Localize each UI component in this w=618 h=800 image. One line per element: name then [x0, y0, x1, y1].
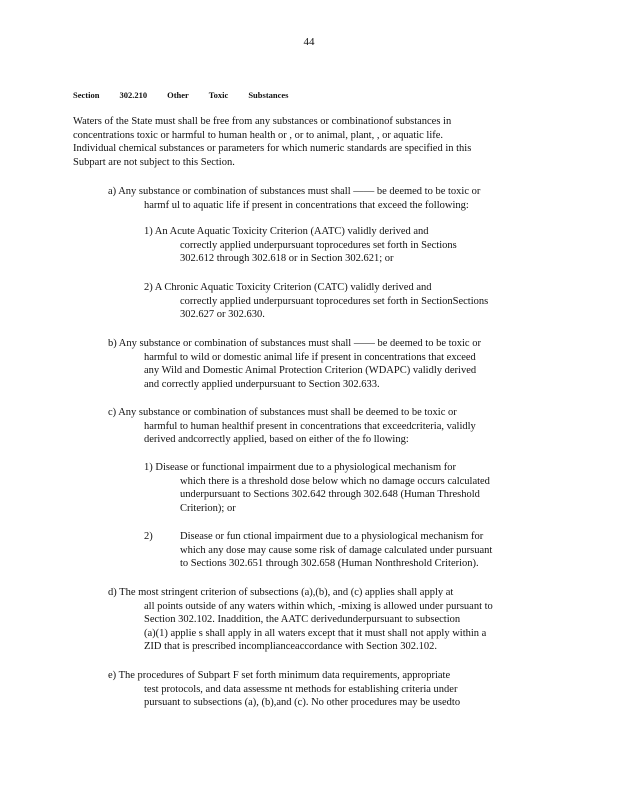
heading-number: 302.210 [119, 90, 148, 100]
text-line: to Sections 302.651 through 302.658 (Human Nonthreshold Criterion). [180, 558, 479, 570]
text-line: 1) An Acute Aquatic Toxicity Criterion (AATC) validly derived and [144, 226, 429, 237]
text-line: concentrations toxic or harmful to human health or , or to animal, plant, , or aquatic life. [73, 129, 444, 141]
subsection-e-cont [144, 683, 460, 710]
item-c2-number [144, 530, 153, 544]
text-line: 2) [144, 531, 153, 542]
text-line: a) Any substance or combination of substances must shall —— be deemed to be toxic or [108, 186, 481, 197]
text-line: test protocols, and data assessme nt methods for establishing criteria under [144, 683, 458, 695]
text-line: derived andcorrectly applied, based on either of the fo llowing: [144, 434, 409, 446]
text-line: Section 302.102. Inaddition, the AATC derivedunderpursuant to subsection [144, 614, 461, 626]
subsection-c-line1 [108, 406, 457, 420]
text-line: c) Any substance or combination of substances must shall be deemed to be toxic or [108, 407, 457, 418]
text-line: and correctly applied underpursuant to Section 302.633. [144, 378, 380, 390]
subsection-a-cont [144, 199, 469, 213]
item-c1-line1 [144, 461, 456, 475]
text-line: pursuant to subsections (a), (b),and (c). No other procedures may be usedto [144, 697, 461, 709]
text-line: correctly applied underpursuant toprocedures set forth in Sections [180, 239, 457, 251]
text-line: harmful to human healthif present in concentrations that exceedcriteria, validly [144, 420, 476, 432]
text-line: 302.627 or 302.630. [180, 309, 265, 321]
subsection-b-cont [144, 351, 476, 392]
text-line: Waters of the State must shall be free from any substances or combinationof substances in [73, 116, 452, 127]
heading-title-1: Other [167, 90, 189, 100]
heading-title-2: Toxic [208, 90, 229, 100]
subsection-c-cont [144, 420, 476, 447]
item-a1-line1 [144, 225, 429, 239]
item-c2-text [180, 530, 492, 571]
text-line: Criterion); or [180, 502, 236, 514]
text-line: all points outside of any waters within which, -mixing is allowed under pursuant to [144, 600, 493, 612]
subsection-d-line1 [108, 586, 453, 600]
subsection-b-line1 [108, 337, 481, 351]
text-line: harmf ul to aquatic life if present in concentrations that exceed the following: [144, 199, 469, 211]
text-line: correctly applied underpursuant toprocedures set forth in SectionSections [180, 295, 489, 307]
item-a2-line1 [144, 281, 431, 295]
text-line: which any dose may cause some risk of damage calculated under pursuant [180, 544, 493, 556]
subsection-d-cont [144, 600, 493, 654]
text-line: b) Any substance or combination of substances must shall —— be deemed to be toxic or [108, 338, 481, 349]
intro-paragraph [73, 115, 471, 169]
page-number: 44 [303, 36, 315, 48]
text-line: 1) Disease or functional impairment due to a physiological mechanism for [144, 462, 456, 473]
text-line: Individual chemical substances or parameters for which numeric standards are specified in this [73, 143, 472, 155]
subsection-a-line1 [108, 185, 480, 199]
text-line: 2) A Chronic Aquatic Toxicity Criterion (CATC) validly derived and [144, 282, 432, 293]
text-line: any Wild and Domestic Animal Protection Criterion (WDAPC) validly derived [144, 365, 477, 377]
text-line: d) The most stringent criterion of subsections (a),(b), and (c) applies shall apply at [108, 587, 454, 598]
item-a2-cont [180, 295, 488, 322]
text-line: ZID that is prescribed incomplianceaccordance with Section 302.102. [144, 641, 438, 653]
text-line: Disease or fun ctional impairment due to a physiological mechanism for [180, 531, 484, 542]
text-line: e) The procedures of Subpart F set forth minimum data requirements, appropriate [108, 670, 451, 681]
item-a1-cont [180, 239, 457, 266]
subsection-e-line1 [108, 669, 450, 683]
text-line: 302.612 through 302.618 or in Section 302.621; or [180, 253, 394, 265]
text-line: Subpart are not subject to this Section. [73, 156, 235, 168]
heading-title-3: Substances [248, 90, 289, 100]
text-line: (a)(1) applie s shall apply in all waters except that it must shall not apply within a [144, 627, 487, 639]
heading-section: Section [73, 90, 100, 100]
section-heading [73, 90, 308, 100]
item-c1-cont [180, 475, 490, 516]
text-line: harmful to wild or domestic animal life if present in concentrations that exceed [144, 351, 476, 363]
text-line: underpursuant to Sections 302.642 through 302.648 (Human Threshold [180, 489, 480, 501]
text-line: which there is a threshold dose below which no damage occurs calculated [180, 475, 490, 487]
